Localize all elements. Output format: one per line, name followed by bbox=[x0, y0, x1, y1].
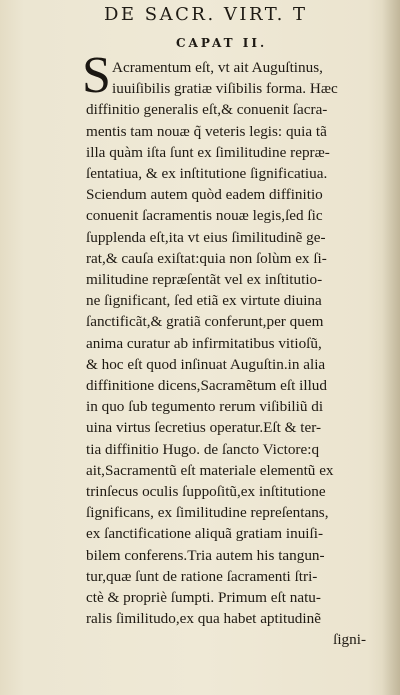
text-line: ſentatiua, & ex inſtitutione ſignificatiua. bbox=[86, 165, 328, 183]
text-line: ex ſanctificatione aliquã gratiam inuiſi- bbox=[86, 525, 324, 543]
chapter-heading: CAPAT II. bbox=[176, 36, 268, 50]
text-line: ralis ſimilitudo,ex qua habet aptitudinẽ bbox=[86, 610, 321, 628]
text-line: bilem conferens.Tria autem his tangun- bbox=[86, 546, 325, 564]
text-line: ne ſignificant, ſed etiã ex virtute diuina bbox=[86, 292, 322, 310]
text-line: tur,quæ ſunt de ratione ſacramenti ſtri- bbox=[86, 567, 318, 585]
text-line: ſanctificãt,& gratiã conferunt,per quem bbox=[86, 313, 324, 331]
catchword: ſigni- bbox=[333, 631, 366, 649]
text-line: ſignificans, ex ſimilitudine repreſentans, bbox=[86, 504, 329, 522]
text-line: ſupplenda eſt,ita vt eius ſimilitudinẽ ge- bbox=[86, 228, 326, 246]
running-head: DE SACR. VIRT. T bbox=[104, 4, 308, 25]
text-line: illa quàm iſta ſunt ex ſimilitudine repræ- bbox=[86, 143, 330, 161]
text-line: ctè & propriè ſumpti. Primum eſt natu- bbox=[86, 589, 321, 607]
text-line: trinſecus oculis ſuppoſitũ,ex inſtitutione bbox=[86, 483, 326, 501]
text-line: diffinitione dicens,Sacramẽtum eſt illud bbox=[86, 377, 327, 395]
text-line: conuenit ſacramentis nouæ legis,ſed ſic bbox=[86, 207, 323, 225]
body-text bbox=[86, 57, 386, 651]
text-line: tia diffinitio Hugo. de ſancto Victore:q bbox=[86, 440, 320, 458]
text-line: in quo ſub tegumento rerum viſibiliũ di bbox=[86, 398, 324, 416]
text-line: iuuiſibilis gratiæ viſibilis forma. Hæc bbox=[112, 80, 338, 98]
text-line: Sciendum autem quòd eadem diffinitio bbox=[86, 186, 323, 204]
text-line: Acramentum eſt, vt ait Auguſtinus, bbox=[112, 59, 323, 76]
text-line: & hoc eſt quod inſinuat Auguſtin.in alia bbox=[86, 355, 326, 373]
text-line: rat,& cauſa exiſtat:quia non ſolùm ex ſi- bbox=[86, 249, 327, 267]
text-line: anima curatur ab infirmitatibus vitioſũ, bbox=[86, 334, 322, 352]
text-line: militudine repræſentãt vel ex inſtitutio- bbox=[86, 271, 323, 289]
text-line: uina virtus ſecretius operatur.Eſt & ter- bbox=[86, 419, 322, 437]
drop-cap: S bbox=[82, 47, 111, 104]
text-line: diffinitio generalis eſt,& conuenit ſacra- bbox=[86, 101, 328, 119]
text-line: mentis tam nouæ q̃ veteris legis: quia tã bbox=[86, 122, 327, 140]
text-line: ait,Sacramentũ eſt materiale elementũ ex bbox=[86, 461, 334, 479]
